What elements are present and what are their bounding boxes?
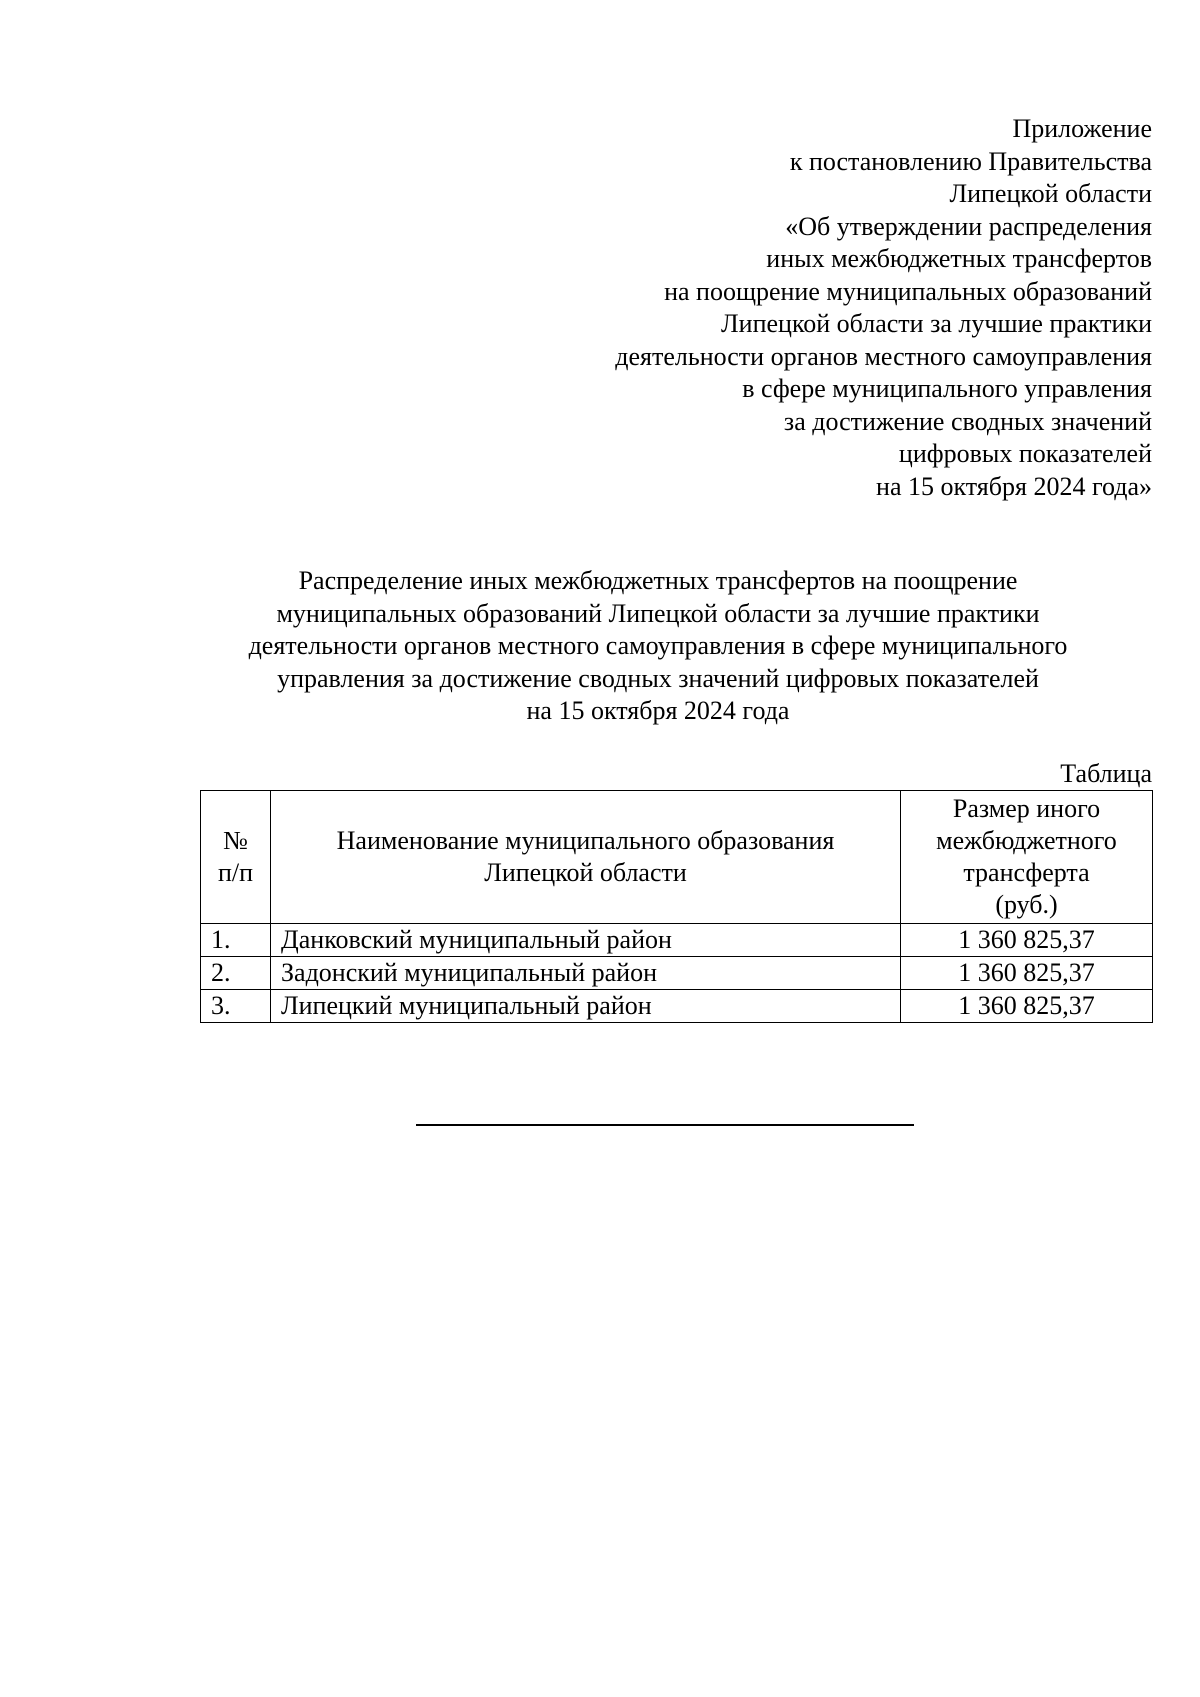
title-line: деятельности органов местного самоуправления в сфере муниципального (248, 631, 1068, 660)
row-transfer-amount: 1 360 825,37 (901, 957, 1153, 990)
header-municipality-name (271, 791, 901, 924)
table-header-row (201, 791, 1153, 924)
header-number-line: п/п (217, 858, 254, 887)
row-municipality-name: Липецкий муниципальный район (271, 990, 901, 1023)
header-amount-line: Размер иного (952, 794, 1101, 823)
appendix-line: Липецкой области за лучшие практики (721, 309, 1152, 338)
row-number: 3. (201, 990, 271, 1023)
row-number: 2. (201, 957, 271, 990)
header-number-line: № (223, 826, 248, 855)
appendix-line: «Об утверждении распределения (785, 211, 1152, 241)
row-transfer-amount: 1 360 825,37 (901, 924, 1153, 957)
header-name-line: Липецкой области (484, 858, 687, 887)
appendix-line: в сфере муниципального управления (742, 374, 1152, 403)
row-number: 1. (201, 924, 271, 957)
appendix-line: Приложение (1012, 114, 1152, 143)
appendix-line: на 15 октября 2024 года» (876, 471, 1152, 501)
table-row (201, 990, 1153, 1023)
appendix-line: за достижение сводных значений (783, 406, 1152, 436)
header-amount-line: трансферта (963, 858, 1090, 887)
document-title (200, 565, 1116, 728)
title-line: муниципальных образований Липецкой области за лучшие практики (276, 598, 1040, 628)
appendix-line: Липецкой области (949, 179, 1152, 208)
title-line: Распределение иных межбюджетных трансфертов на поощрение (298, 566, 1018, 595)
distribution-table (200, 790, 1153, 1023)
table-label: Таблица (1060, 759, 1152, 788)
closing-divider-line (416, 1124, 914, 1126)
header-amount-line: межбюджетного (936, 826, 1117, 855)
appendix-line: цифровых показателей (898, 439, 1152, 468)
appendix-line: деятельности органов местного самоуправления (615, 341, 1152, 371)
row-municipality-name: Задонский муниципальный район (271, 957, 901, 990)
title-line: управления за достижение сводных значений цифровых показателей (277, 663, 1039, 693)
appendix-block (452, 113, 1152, 503)
header-name-line: Наименование муниципального образования (336, 826, 835, 855)
appendix-line: на поощрение муниципальных образований (664, 276, 1152, 306)
appendix-line: к постановлению Правительства (789, 146, 1152, 176)
row-transfer-amount: 1 360 825,37 (901, 990, 1153, 1023)
title-line: на 15 октября 2024 года (526, 696, 790, 725)
header-amount-line: (руб.) (995, 890, 1058, 919)
header-number (201, 791, 271, 924)
table-row (201, 924, 1153, 957)
row-municipality-name: Данковский муниципальный район (271, 924, 901, 957)
header-transfer-amount (901, 791, 1153, 924)
table-row (201, 957, 1153, 990)
appendix-line: иных межбюджетных трансфертов (766, 244, 1152, 273)
